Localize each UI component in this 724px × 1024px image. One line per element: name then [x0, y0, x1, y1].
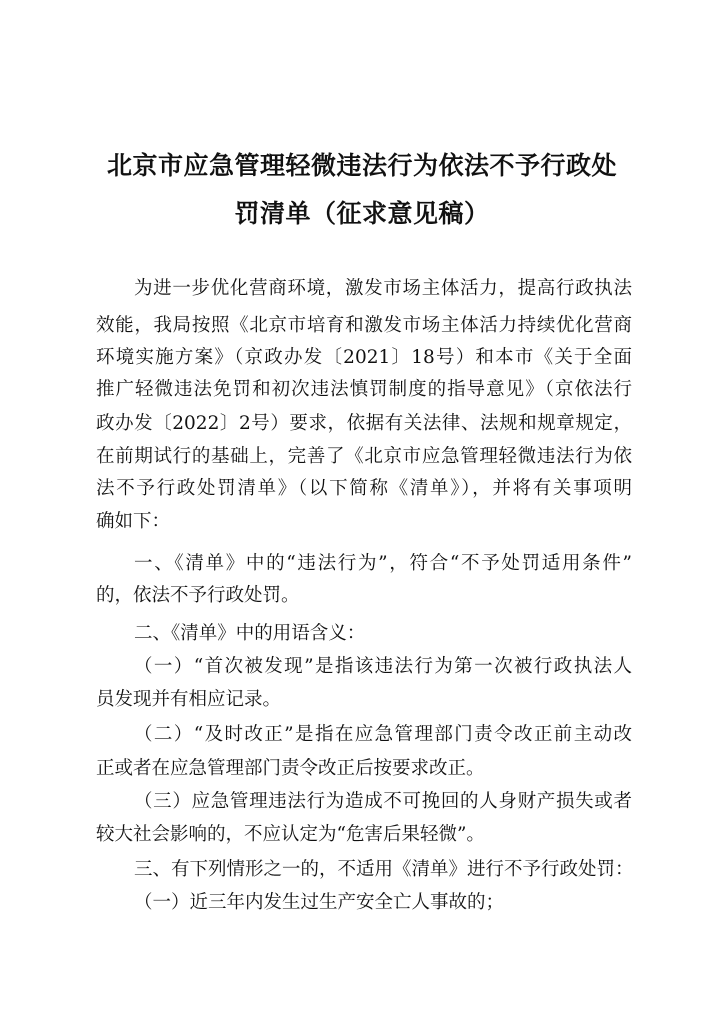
document-title-line-2: 罚清单（征求意见稿） — [234, 199, 490, 228]
paragraph-line: （一）近三年内发生过生产安全亡人事故的； — [134, 892, 505, 913]
paragraph-line: 为进一步优化营商环境，激发市场主体活力，提高行政执法 — [134, 278, 632, 299]
document-title-line-1: 北京市应急管理轻微违法行为依法不予行政处 — [106, 151, 617, 180]
paragraph-line: 效能，我局按照《北京市培育和激发市场主体活力持续优化营商 — [96, 315, 632, 336]
paragraph-line: 政办发〔2022〕2号）要求，依据有关法律、法规和规章规定， — [96, 413, 632, 434]
paragraph-line: 三、有下列情形之一的，不适用《清单》进行不予行政处罚： — [134, 859, 634, 880]
paragraph-line: 员发现并有相应记录。 — [96, 689, 282, 710]
paragraph-line: 在前期试行的基础上，完善了《北京市应急管理轻微违法行为依 — [96, 446, 632, 467]
paragraph-line: （三）应急管理违法行为造成不可挽回的人身财产损失或者 — [134, 791, 632, 812]
paragraph-line: （二）“及时改正”是指在应急管理部门责令改正前主动改 — [134, 724, 632, 745]
paragraph-line: 确如下： — [96, 511, 171, 532]
paragraph-line: 推广轻微违法免罚和初次违法慎罚制度的指导意见》（京依法行 — [96, 379, 632, 400]
paragraph-line: 二、《清单》中的用语含义： — [134, 623, 366, 644]
paragraph-line: （一）“首次被发现”是指该违法行为第一次被行政执法人 — [134, 656, 632, 677]
paragraph-line: 环境实施方案》（京政办发〔2021〕18号）和本市《关于全面 — [96, 347, 632, 368]
paragraph-line: 的，依法不予行政处罚。 — [96, 585, 300, 606]
paragraph-line: 正或者在应急管理部门责令改正后按要求改正。 — [96, 758, 485, 779]
paragraph-line: 一、《清单》中的“违法行为”，符合“不予处罚适用条件” — [134, 553, 632, 574]
paragraph-line: 较大社会影响的，不应认定为“危害后果轻微”。 — [96, 824, 485, 845]
paragraph-line: 法不予行政处罚清单》（以下简称《清单》），并将有关事项明 — [96, 478, 632, 499]
